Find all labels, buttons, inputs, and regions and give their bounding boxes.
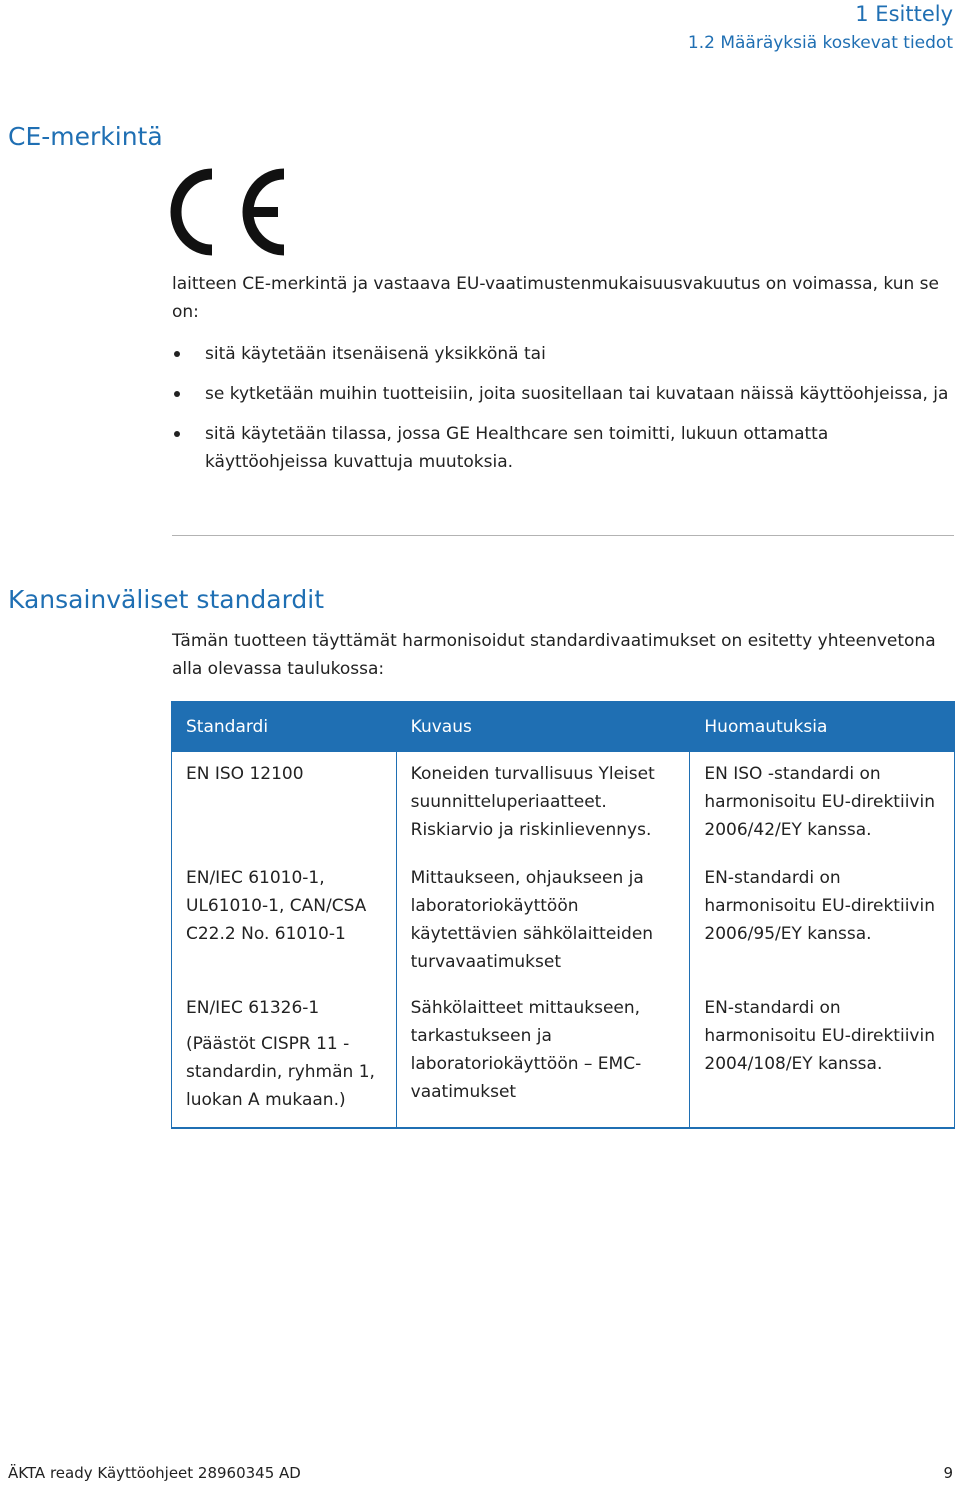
standards-heading: Kansainväliset standardit <box>8 585 325 614</box>
ce-mark-icon <box>170 168 290 256</box>
ce-heading: CE-merkintä <box>8 122 163 151</box>
remarks-cell: EN-standardi on harmonisoitu EU-direktiivin 2004/108/EY kanssa. <box>690 986 955 1128</box>
table-row <box>172 856 955 986</box>
column-header-remarks: Huomautuksia <box>690 702 955 752</box>
remarks-cell: EN-standardi on harmonisoitu EU-direktiivin 2006/95/EY kanssa. <box>690 856 955 986</box>
ce-intro-text: laitteen CE-merkintä ja vastaava EU-vaatimustenmukaisuusvakuutus on voimassa, kun se on: <box>172 274 939 322</box>
bullet-icon <box>174 351 180 357</box>
bullet-icon <box>174 431 180 437</box>
table-header-row <box>172 702 955 752</box>
section-header: 1.2 Määräyksiä koskevat tiedot <box>687 33 953 53</box>
page-number: 9 <box>943 1464 953 1482</box>
ce-mark-logo <box>170 168 290 260</box>
description-cell: Mittaukseen, ohjaukseen ja laboratoriokäyttöön käytettävien sähkölaitteiden turvavaatimukset <box>396 856 690 986</box>
standard-cell: EN ISO 12100 <box>172 752 397 856</box>
footer-document-title: ÄKTA ready Käyttöohjeet 28960345 AD <box>8 1464 301 1482</box>
description-cell: Koneiden turvallisuus Yleiset suunnitteluperiaatteet. Riskiarvio ja riskinlievennys. <box>396 752 690 856</box>
standard-cell: EN/IEC 61326-1 (Päästöt CISPR 11 -standardin, ryhmän 1, luokan A mukaan.) <box>172 986 397 1128</box>
remarks-cell: EN ISO -standardi on harmonisoitu EU-direktiivin 2006/42/EY kanssa. <box>690 752 955 856</box>
column-header-standard: Standardi <box>172 702 397 752</box>
chapter-header: 1 Esittely <box>855 2 953 26</box>
list-item: sitä käytetään itsenäisenä yksikkönä tai <box>172 340 956 368</box>
section-divider <box>172 535 954 536</box>
description-cell: Sähkölaitteet mittaukseen, tarkastukseen ja laboratoriokäyttöön – EMC-vaatimukset <box>396 986 690 1128</box>
standards-intro-text: Tämän tuotteen täyttämät harmonisoidut standardivaatimukset on esitetty yhteenvetona alla olevassa taulukossa: <box>172 631 936 679</box>
column-header-description: Kuvaus <box>396 702 690 752</box>
table-row <box>172 986 955 1128</box>
bullet-icon <box>174 391 180 397</box>
ce-conditions-list <box>172 340 956 488</box>
standard-cell: EN/IEC 61010-1, UL61010-1, CAN/CSA C22.2 No. 61010-1 <box>172 856 397 986</box>
standards-table <box>171 701 955 1129</box>
standard-note: (Päästöt CISPR 11 -standardin, ryhmän 1, luokan A mukaan.) <box>186 1033 375 1110</box>
list-item: se kytketään muihin tuotteisiin, joita suositellaan tai kuvataan näissä käyttöohjeissa, ja <box>172 380 956 408</box>
list-item: sitä käytetään tilassa, jossa GE Healthcare sen toimitti, lukuun ottamatta käyttöohjeissa kuvattuja muutoksia. <box>172 420 956 476</box>
table-row <box>172 752 955 856</box>
